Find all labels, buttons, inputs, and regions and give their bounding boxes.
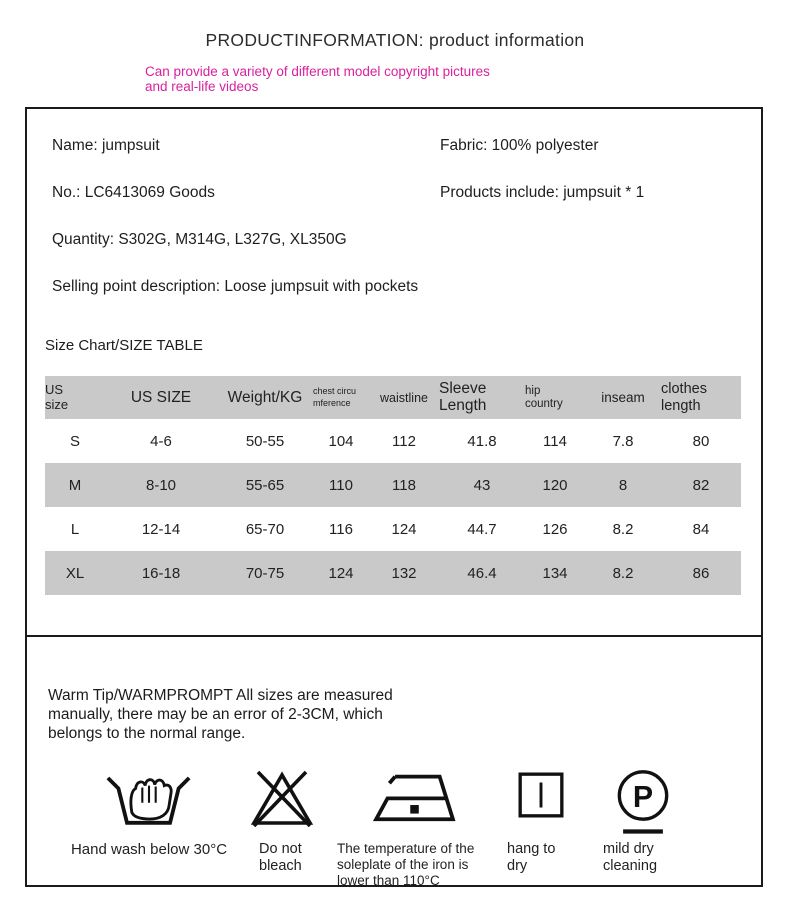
cell: 4-6 (150, 432, 172, 450)
cell: 124 (391, 520, 417, 538)
hand-wash-icon (106, 769, 192, 827)
cell: 41.8 (467, 432, 497, 450)
care-label-hand-wash: Hand wash below 30°C (70, 841, 228, 858)
cell: 134 (542, 564, 568, 582)
col-header-inseam: inseam (601, 389, 645, 405)
care-icons-row (65, 769, 761, 889)
cell: 104 (328, 432, 354, 450)
cell: 46.4 (467, 564, 497, 582)
info-row (52, 231, 761, 251)
cell: 116 (329, 520, 353, 538)
do-not-bleach-icon (250, 769, 314, 827)
table-row-m (45, 463, 741, 507)
cell: 7.8 (612, 432, 634, 450)
col-header-weight: Weight/KG (227, 388, 303, 406)
cell: 43 (473, 476, 491, 494)
cell: L (70, 520, 80, 538)
product-details-box (25, 107, 763, 637)
cell: 132 (391, 564, 417, 582)
product-selling-point: Selling point description: Loose jumpsuit with pockets (52, 278, 419, 295)
warm-tip-text: Warm Tip/WARMPROMPT All sizes are measured manually, there may be an error of 2-3CM, which belongs to the normal range. (48, 687, 393, 742)
product-name: Name: jumpsuit (52, 137, 160, 154)
cell: 86 (692, 564, 710, 582)
info-row (52, 278, 761, 298)
col-header-hip: hip country (525, 384, 563, 410)
cell: 44.7 (467, 520, 497, 538)
product-includes: Products include: jumpsuit * 1 (440, 184, 645, 201)
care-item-hand-wash (65, 769, 233, 889)
cell: 16-18 (141, 564, 181, 582)
col-header-clothes-length: clothes length (661, 381, 707, 414)
subtitle-line-1: Can provide a variety of different model copyright pictures (145, 64, 490, 79)
cell: 70-75 (245, 564, 285, 582)
cell: 65-70 (245, 520, 285, 538)
cell: 80 (692, 432, 710, 450)
cell: 50-55 (245, 432, 285, 450)
cell: 8.2 (612, 520, 634, 538)
product-quantity: Quantity: S302G, M314G, L327G, XL350G (52, 231, 347, 248)
cell: 124 (328, 564, 354, 582)
product-info-area (27, 109, 761, 298)
product-fabric: Fabric: 100% polyester (440, 137, 599, 154)
cell: 120 (542, 476, 568, 494)
product-number: No.: LC6413069 Goods (52, 184, 215, 201)
col-header-us-size: US size (45, 381, 69, 412)
subtitle-line-2: and real-life videos (145, 79, 259, 94)
iron-low-temp-icon (371, 769, 459, 824)
care-label-do-not-bleach: Do not bleach (259, 841, 302, 874)
care-item-hang-to-dry (499, 769, 583, 889)
care-item-mild-dry-cleaning (583, 769, 703, 889)
col-header-sleeve-length: Sleeve Length (439, 379, 487, 415)
size-chart-table (45, 376, 741, 595)
care-label-iron-low-temp: The temperature of the soleplate of the iron is lower than 110°C (337, 841, 475, 888)
cell: 126 (542, 520, 568, 538)
hang-to-dry-icon (516, 769, 566, 821)
col-header-chest: chest circumference (313, 385, 357, 408)
page-title: PRODUCTINFORMATION: product information (205, 30, 585, 50)
cell: 118 (392, 476, 416, 494)
size-chart-title: Size Chart/SIZE TABLE (45, 337, 203, 354)
table-row-s (45, 419, 741, 463)
care-instructions-box (25, 635, 763, 887)
cell: 8 (618, 476, 628, 494)
care-label-hang-to-dry: hang to dry (507, 841, 556, 874)
cell: M (68, 476, 82, 494)
cell: 55-65 (245, 476, 285, 494)
info-row (52, 184, 761, 204)
table-row-l (45, 507, 741, 551)
info-row (52, 137, 761, 157)
cell: 82 (692, 476, 710, 494)
table-row-xl (45, 551, 741, 595)
cell: 8-10 (145, 476, 177, 494)
col-header-us-size-caps: US SIZE (130, 388, 192, 406)
cell: XL (65, 564, 85, 582)
cell: S (69, 432, 80, 450)
cell: 84 (692, 520, 710, 538)
cell: 112 (392, 432, 416, 450)
mild-dry-cleaning-icon (614, 769, 672, 841)
cell: 110 (329, 476, 353, 494)
table-header-row (45, 376, 741, 419)
cell: 114 (543, 432, 567, 450)
svg-text:P: P (632, 780, 654, 814)
cell: 8.2 (612, 564, 634, 582)
care-item-iron-low-temp (331, 769, 499, 889)
care-item-do-not-bleach (233, 769, 331, 889)
care-label-mild-dry-cleaning: mild dry cleaning (603, 841, 658, 874)
col-header-waistline: waistline (380, 390, 428, 405)
subtitle (145, 64, 490, 94)
cell: 12-14 (141, 520, 181, 538)
